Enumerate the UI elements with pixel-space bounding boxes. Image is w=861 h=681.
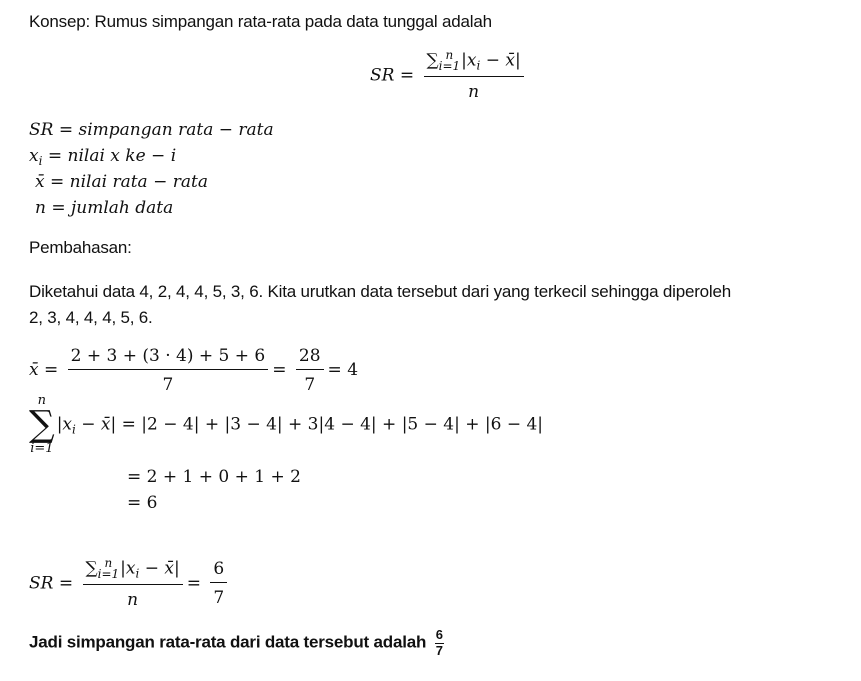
sr-lhs: SR =: [29, 573, 74, 594]
def-text: = nilai x ke − i: [47, 146, 177, 166]
definition-xi: [29, 146, 176, 168]
sigma-icon: ∑: [426, 50, 439, 71]
numerator-sub: i: [476, 58, 481, 73]
sum-lower: i=1: [97, 567, 120, 581]
sum-lower: i=1: [438, 59, 461, 73]
conclusion: [29, 628, 444, 658]
def-symbol: SR: [29, 120, 54, 140]
mean-numerator: 2 + 3 + (3 · 4) + 5 + 6: [68, 346, 269, 370]
formula-denominator: n: [468, 81, 480, 102]
sum-step-3: = 6: [127, 493, 158, 513]
sum-calculation: [29, 394, 543, 456]
mean-frac2-num: 28: [296, 346, 324, 370]
formula-numerator: [424, 50, 524, 77]
numerator-rest: − x̄|: [480, 50, 521, 71]
sigma-icon: ∑: [29, 404, 55, 445]
sigma-icon: ∑: [85, 558, 98, 579]
sr-denominator: n: [127, 589, 139, 610]
conclusion-den: 7: [435, 643, 443, 658]
definition-n: [35, 198, 173, 218]
numerator-rest: − x̄|: [139, 558, 180, 579]
formula-fraction: [424, 50, 524, 102]
sum-lower: i=1: [30, 441, 54, 456]
sum-block: [29, 394, 55, 456]
discussion-heading: Pembahasan:: [29, 238, 132, 257]
sum-sub: i: [72, 422, 76, 437]
mean-calculation: [29, 346, 358, 395]
def-text: = nilai rata − rata: [50, 172, 208, 192]
mean-lhs: x̄ =: [29, 360, 59, 380]
sum-expansion: = |2 − 4| + |3 − 4| + 3|4 − 4| + |5 − 4| + |6 − 4|: [121, 414, 544, 435]
numerator-sub: i: [135, 566, 140, 581]
sr-formula: [370, 50, 528, 102]
sum-upper: n: [37, 393, 47, 408]
def-symbol: x̄: [35, 172, 45, 192]
sum-upper: n: [104, 556, 113, 570]
def-sub: i: [38, 154, 43, 168]
sum-body-rest: − x̄|: [75, 414, 117, 435]
def-text: = simpangan rata − rata: [58, 120, 274, 140]
equals: =: [272, 360, 287, 380]
mean-frac2-den: 7: [304, 375, 316, 395]
conclusion-text: Jadi simpangan rata-rata dari data tersebut adalah: [29, 632, 427, 652]
mean-fraction: [68, 346, 269, 395]
definition-sr: [29, 120, 274, 140]
mean-result: = 4: [327, 360, 359, 380]
sr-fraction: [83, 558, 183, 610]
given-line-1: Diketahui data 4, 2, 4, 4, 5, 3, 6. Kita urutkan data tersebut dari yang terkecil sehingga diperoleh: [29, 282, 732, 301]
def-symbol: n: [35, 198, 46, 218]
given-line-2: 2, 3, 4, 4, 4, 5, 6.: [29, 308, 153, 327]
sr-result-num: 6: [210, 559, 227, 583]
mean-denominator: 7: [162, 375, 174, 395]
sr-result-den: 7: [213, 588, 225, 609]
equals: =: [186, 573, 201, 594]
definition-xbar: [35, 172, 208, 192]
formula-lhs: SR =: [370, 65, 415, 86]
sr-calculation: [29, 558, 231, 610]
sr-result-fraction: [210, 559, 227, 608]
sr-numerator: [83, 558, 183, 585]
sum-body: |x: [56, 414, 73, 435]
numerator-body: |x: [120, 558, 136, 579]
intro-text: Konsep: Rumus simpangan rata-rata pada data tunggal adalah: [29, 12, 492, 31]
mean-fraction-2: [296, 346, 324, 395]
conclusion-fraction: [435, 628, 444, 658]
def-symbol: x: [29, 146, 39, 166]
def-text: = jumlah data: [51, 198, 174, 218]
numerator-body: |x: [461, 50, 477, 71]
sum-upper: n: [445, 48, 454, 62]
sum-step-2: = 2 + 1 + 0 + 1 + 2: [127, 467, 301, 487]
conclusion-num: 6: [435, 627, 443, 642]
